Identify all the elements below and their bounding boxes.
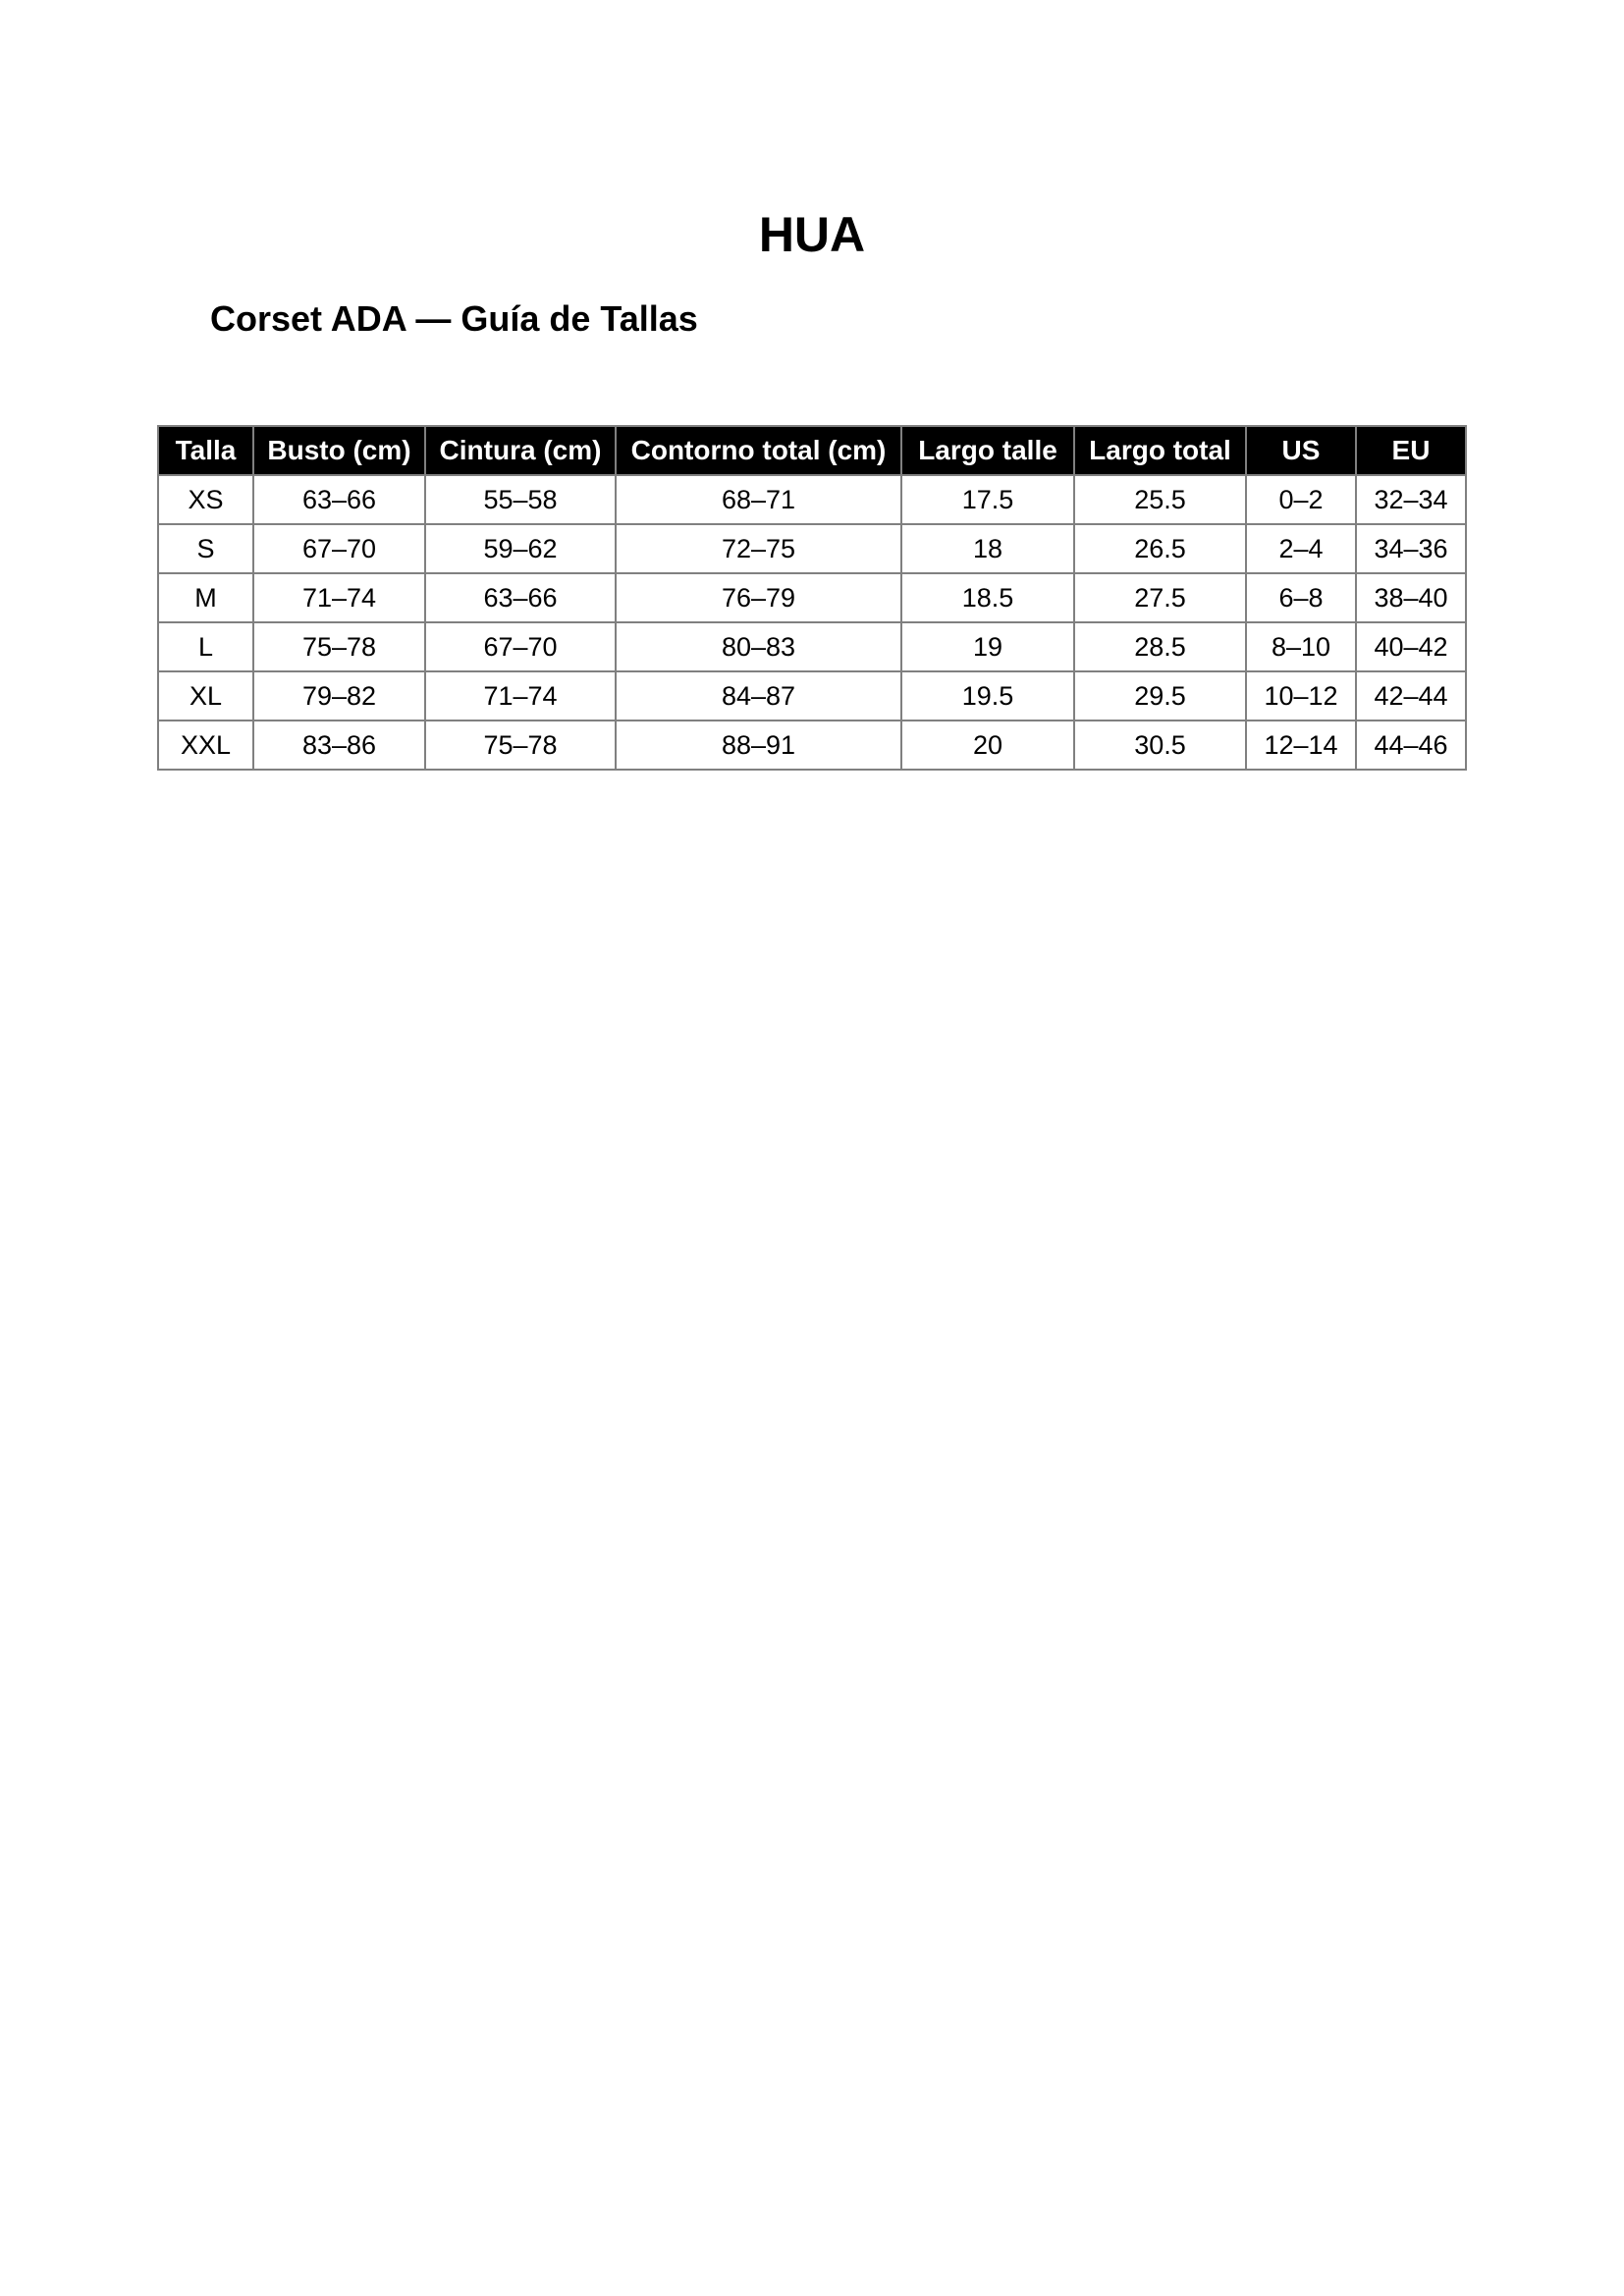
page-title: Corset ADA — Guía de Tallas bbox=[210, 298, 698, 339]
measurement-cell: 79–82 bbox=[253, 671, 425, 721]
measurement-cell: 75–78 bbox=[253, 622, 425, 671]
measurement-cell: 34–36 bbox=[1356, 524, 1466, 573]
table-row bbox=[158, 721, 1466, 770]
measurement-cell: 0–2 bbox=[1246, 475, 1356, 524]
measurement-cell: 28.5 bbox=[1074, 622, 1246, 671]
measurement-cell: 17.5 bbox=[901, 475, 1074, 524]
measurement-cell: 75–78 bbox=[425, 721, 616, 770]
measurement-cell: 67–70 bbox=[425, 622, 616, 671]
measurement-cell: 84–87 bbox=[616, 671, 901, 721]
column-header: EU bbox=[1356, 426, 1466, 475]
size-guide-table bbox=[157, 425, 1467, 771]
measurement-cell: 29.5 bbox=[1074, 671, 1246, 721]
measurement-cell: 19.5 bbox=[901, 671, 1074, 721]
size-label-cell: S bbox=[158, 524, 253, 573]
measurement-cell: 42–44 bbox=[1356, 671, 1466, 721]
measurement-cell: 59–62 bbox=[425, 524, 616, 573]
measurement-cell: 18 bbox=[901, 524, 1074, 573]
measurement-cell: 26.5 bbox=[1074, 524, 1246, 573]
table-row bbox=[158, 671, 1466, 721]
table-header-row bbox=[158, 426, 1466, 475]
measurement-cell: 88–91 bbox=[616, 721, 901, 770]
measurement-cell: 20 bbox=[901, 721, 1074, 770]
measurement-cell: 71–74 bbox=[253, 573, 425, 622]
size-label-cell: M bbox=[158, 573, 253, 622]
measurement-cell: 71–74 bbox=[425, 671, 616, 721]
measurement-cell: 27.5 bbox=[1074, 573, 1246, 622]
size-label-cell: XS bbox=[158, 475, 253, 524]
column-header: Contorno total (cm) bbox=[616, 426, 901, 475]
measurement-cell: 40–42 bbox=[1356, 622, 1466, 671]
size-label-cell: L bbox=[158, 622, 253, 671]
size-label-cell: XXL bbox=[158, 721, 253, 770]
column-header: Cintura (cm) bbox=[425, 426, 616, 475]
measurement-cell: 8–10 bbox=[1246, 622, 1356, 671]
measurement-cell: 83–86 bbox=[253, 721, 425, 770]
column-header: Largo total bbox=[1074, 426, 1246, 475]
measurement-cell: 18.5 bbox=[901, 573, 1074, 622]
measurement-cell: 55–58 bbox=[425, 475, 616, 524]
size-label-cell: XL bbox=[158, 671, 253, 721]
measurement-cell: 63–66 bbox=[253, 475, 425, 524]
brand-title: HUA bbox=[758, 207, 866, 262]
measurement-cell: 2–4 bbox=[1246, 524, 1356, 573]
table-body bbox=[158, 475, 1466, 770]
column-header: Busto (cm) bbox=[253, 426, 425, 475]
column-header: Talla bbox=[158, 426, 253, 475]
table-row bbox=[158, 622, 1466, 671]
measurement-cell: 80–83 bbox=[616, 622, 901, 671]
measurement-cell: 38–40 bbox=[1356, 573, 1466, 622]
measurement-cell: 12–14 bbox=[1246, 721, 1356, 770]
table-row bbox=[158, 475, 1466, 524]
table-row bbox=[158, 573, 1466, 622]
measurement-cell: 72–75 bbox=[616, 524, 901, 573]
measurement-cell: 25.5 bbox=[1074, 475, 1246, 524]
column-header: Largo talle bbox=[901, 426, 1074, 475]
measurement-cell: 30.5 bbox=[1074, 721, 1246, 770]
measurement-cell: 10–12 bbox=[1246, 671, 1356, 721]
measurement-cell: 44–46 bbox=[1356, 721, 1466, 770]
measurement-cell: 76–79 bbox=[616, 573, 901, 622]
measurement-cell: 63–66 bbox=[425, 573, 616, 622]
column-header: US bbox=[1246, 426, 1356, 475]
measurement-cell: 67–70 bbox=[253, 524, 425, 573]
measurement-cell: 6–8 bbox=[1246, 573, 1356, 622]
measurement-cell: 19 bbox=[901, 622, 1074, 671]
table-row bbox=[158, 524, 1466, 573]
measurement-cell: 32–34 bbox=[1356, 475, 1466, 524]
measurement-cell: 68–71 bbox=[616, 475, 901, 524]
